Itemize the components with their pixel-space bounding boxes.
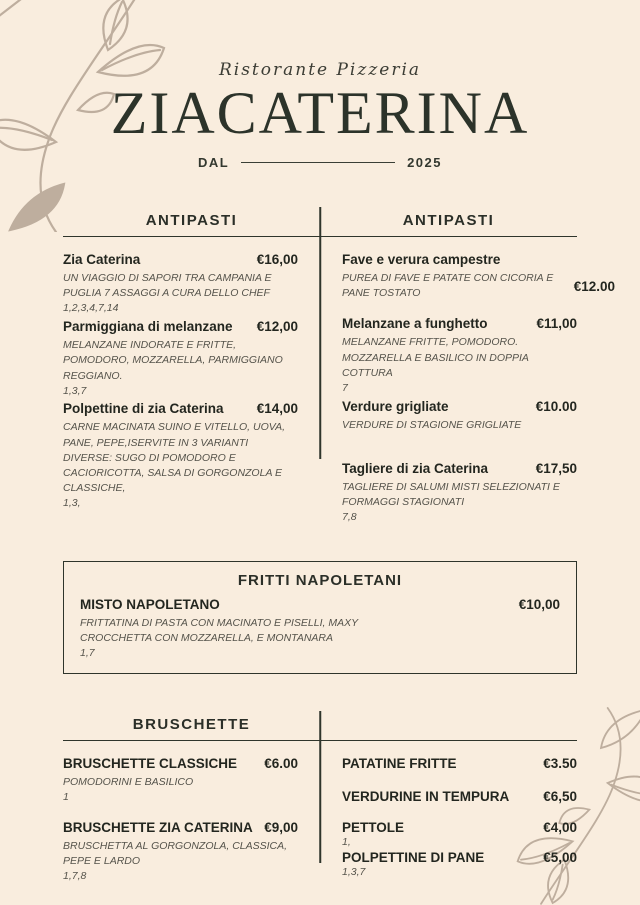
antipasti-right-column <box>320 204 615 525</box>
menu-item <box>63 401 298 511</box>
menu-item <box>63 319 298 398</box>
menu-item <box>63 756 298 805</box>
menu-item <box>342 461 577 525</box>
item-price: €17,50 <box>535 460 577 476</box>
antipasti-right-heading: ANTIPASTI <box>320 204 577 237</box>
item-price: €5,00 <box>543 849 577 865</box>
item-name: BRUSCHETTE ZIA CATERINA <box>63 819 253 835</box>
item-allergens: 7,8 <box>342 511 357 524</box>
restaurant-subtitle: Ristorante Pizzeria <box>218 60 422 80</box>
item-name: MISTO NAPOLETANO <box>80 597 220 613</box>
item-price: €14,00 <box>256 401 298 417</box>
menu-item <box>80 597 560 661</box>
item-description: FRITTATINA DI PASTA CON MACINATO E PISELLI, MAXY CROCCHETTA CON MOZZARELLA, E MONTANARA <box>80 617 358 645</box>
item-name: Parmiggiana di melanzane <box>63 319 233 335</box>
menu-item <box>63 820 298 884</box>
menu-item <box>342 850 577 880</box>
item-price: €3.50 <box>543 756 577 772</box>
item-price: €10.00 <box>535 398 577 414</box>
menu-item <box>342 399 577 433</box>
menu-item <box>63 252 298 316</box>
column-divider <box>319 711 321 863</box>
item-name: PATATINE FRITTE <box>342 756 457 772</box>
item-price: €9,00 <box>264 819 298 835</box>
bruschette-heading: BRUSCHETTE <box>63 708 320 741</box>
bruschette-left-column <box>63 708 320 884</box>
menu-item <box>342 252 615 301</box>
item-price: €12,00 <box>256 319 298 335</box>
bruschette-section <box>63 708 577 884</box>
item-name: BRUSCHETTE CLASSICHE <box>63 756 238 772</box>
item-name: VERDURINE IN TEMPURA <box>342 789 510 805</box>
item-description: TAGLIERE DI SALUMI MISTI SELEZIONATI E FORMAGGI STAGIONATI <box>342 480 560 509</box>
item-allergens: 7 <box>342 382 348 395</box>
item-name: PETTOLE <box>342 820 405 836</box>
item-description: MELANZANE INDORATE E FRITTE, POMODORO, MOZZARELLA, PARMIGGIANO REGGIANO. <box>63 339 283 382</box>
item-price: €12.00 <box>573 278 615 294</box>
item-description: CARNE MACINATA SUINO E VITELLO, UOVA, PANE, PEPE,ISERVITE IN 3 VARIANTI DIVERSE: SUGO DI POMODORO E CACIORICOTTA, SALSA DI GORGONZOLA E CLASSICHE, <box>63 421 286 495</box>
column-divider <box>319 207 321 459</box>
item-name: POLPETTINE DI PANE <box>342 849 485 865</box>
item-price: €10,00 <box>518 597 560 613</box>
bruschette-right-column <box>320 708 577 884</box>
menu-item <box>342 789 577 804</box>
item-allergens: 1,3,7 <box>342 865 366 878</box>
since-label: DAL <box>198 155 230 170</box>
antipasti-section <box>63 204 615 525</box>
since-rule-line <box>241 162 395 163</box>
item-allergens: 1,7 <box>80 647 95 660</box>
item-description: VERDURE DI STAGIONE GRIGLIATE <box>342 418 522 431</box>
bruschette-right-heading-rule <box>320 708 577 741</box>
antipasti-left-column <box>63 204 320 525</box>
item-allergens: 1 <box>63 791 69 804</box>
menu-item <box>342 756 577 771</box>
item-price: €11,00 <box>536 316 577 332</box>
item-description: BRUSCHETTA AL GORGONZOLA, CLASSICA, PEPE E LARDO <box>63 839 288 868</box>
fritti-heading: FRITTI NAPOLETANI <box>237 572 403 590</box>
item-price: €4,00 <box>543 820 577 836</box>
item-price: €16,00 <box>256 252 298 267</box>
item-description: POMODORINI E BASILICO <box>63 776 194 789</box>
item-description: UN VIAGGIO DI SAPORI TRA CAMPANIA E PUGLIA 7 ASSAGGI A CURA DELLO CHEF <box>63 272 272 300</box>
item-description: MELANZANE FRITTE, POMODORO. MOZZARELLA E BASILICO IN DOPPIA COTTURA <box>342 336 529 379</box>
since-row <box>198 155 442 170</box>
item-name: Melanzane a funghetto <box>342 316 488 332</box>
menu-item <box>342 316 577 395</box>
menu-header <box>0 0 640 170</box>
item-price: €6.00 <box>264 756 298 772</box>
menu-item <box>342 820 577 850</box>
item-name: Zia Caterina <box>63 252 141 267</box>
item-price: €6,50 <box>543 789 577 805</box>
item-allergens: 1,7,8 <box>63 870 87 883</box>
fritti-napoletani-box <box>63 561 577 674</box>
item-allergens: 1,3, <box>63 497 81 510</box>
item-allergens: 1,3,7 <box>63 384 87 397</box>
item-name: Tagliere di zia Caterina <box>342 460 489 476</box>
antipasti-left-heading: ANTIPASTI <box>63 204 320 237</box>
item-name: Fave e verura campestre <box>342 252 501 267</box>
since-year: 2025 <box>407 155 442 170</box>
item-name: Polpettine di zia Caterina <box>63 401 224 417</box>
item-allergens: 1, <box>342 836 351 849</box>
item-allergens: 1,2,3,4,7,14 <box>63 302 119 315</box>
restaurant-title: ZIACATERINA <box>110 80 530 146</box>
item-description: PUREA DI FAVE E PATATE CON CICORIA E PANE TOSTATO <box>342 272 554 300</box>
item-name: Verdure grigliate <box>342 398 449 414</box>
